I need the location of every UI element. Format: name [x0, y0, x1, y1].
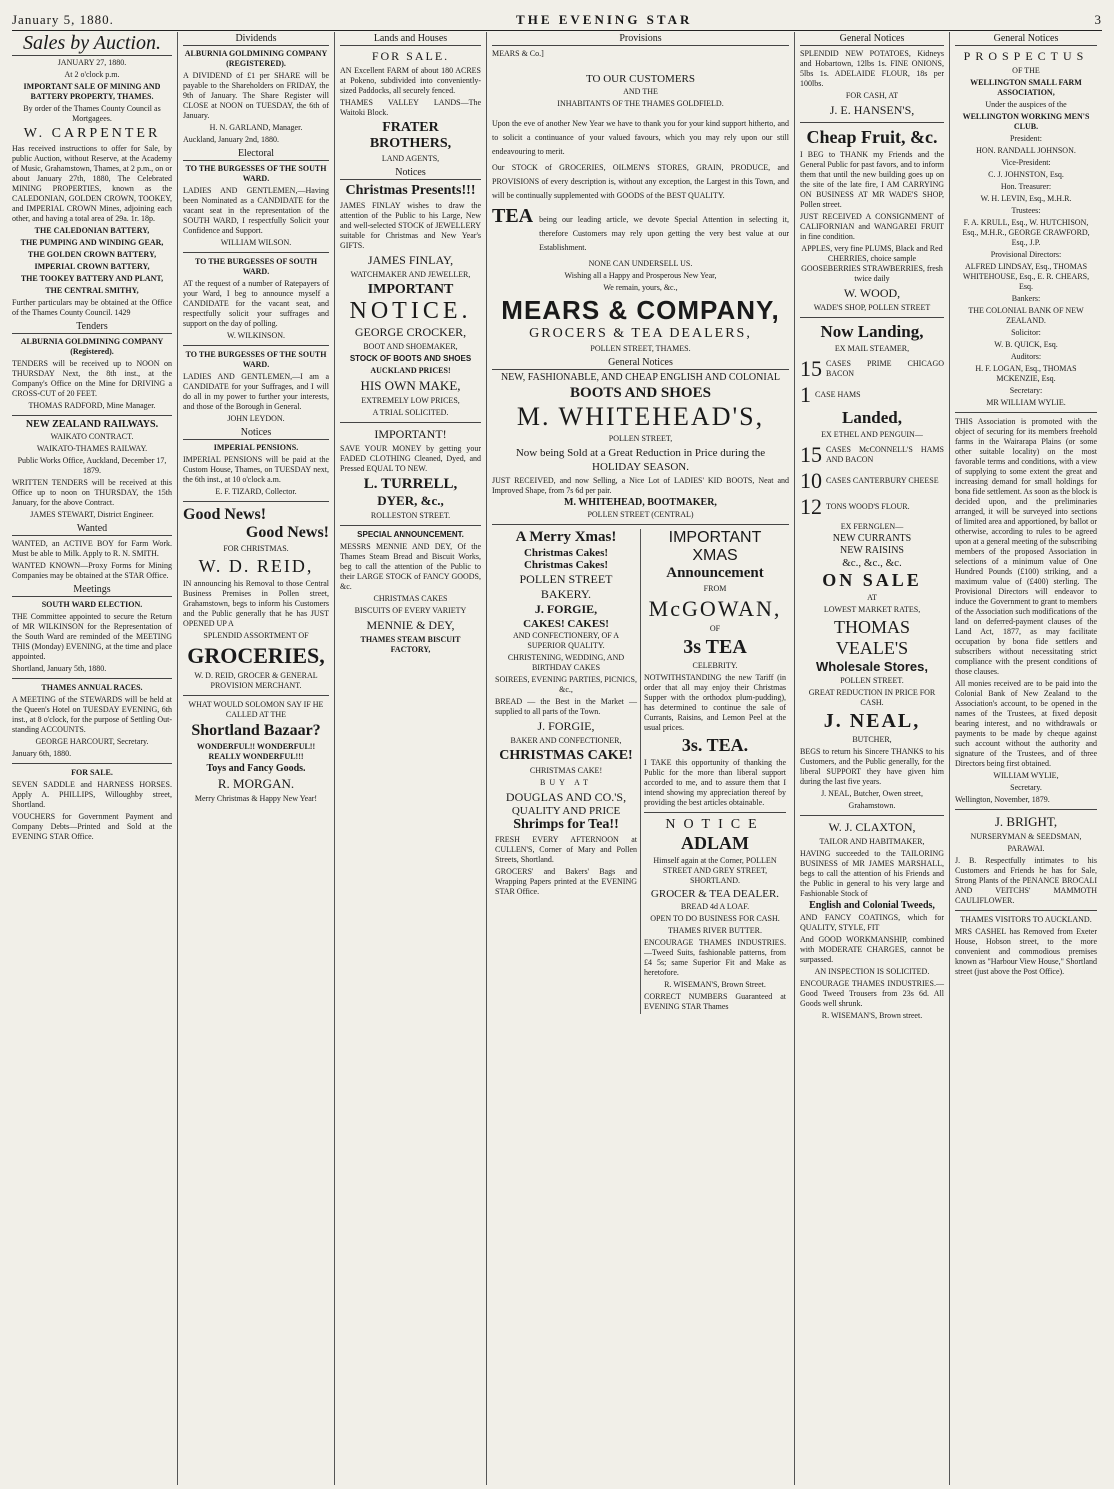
confectionery: AND CONFECTIONERY, OF A SUPERIOR QUALITY.	[512, 631, 620, 650]
own-make: HIS OWN MAKE,	[360, 378, 461, 393]
morgan-footer: Merry Christmas & Happy New Year!	[194, 794, 318, 803]
mcconnell-hams: CASES McCONNELL'S HAMS AND BACON	[826, 445, 944, 464]
mennie-body: MESSRS MENNIE AND DEY, Of the Thames Steam Bread and Biscuit Works, beg to call the attention of the Public to their LARGE STOCK of FANCY GOODS, &c.	[340, 542, 481, 591]
bright-body: J. B. Respectfully intimates to his Customers and Friends he has for Sale, Strong Plants of the PENANCE BROCALI AND VEITCHS' MAMMOTH CAULIFLOWER.	[955, 856, 1097, 905]
good-news-2: Good News!	[245, 524, 329, 541]
celebrity: CELEBRITY.	[692, 661, 738, 670]
electoral-title-1: TO THE BURGESSES OF THE SOUTH WARD.	[185, 164, 327, 183]
trustee-names: F. A. KRULL, Esq., W. HUTCHISON, Esq., M.H.R., GEORGE CRAWFORD, Esq., J.P.	[962, 218, 1090, 247]
parawai: PARAWAI.	[1007, 844, 1045, 853]
three-shilling-tea-2: 3s. TEA.	[681, 735, 749, 755]
electoral-body-1: LADIES AND GENTLEMEN,—Having been Nominated as a CANDIDATE for the vacant seat in the representation of the SOUTH WARD, I respectfully Solicit your Confidence and Support.	[183, 186, 329, 235]
chicago-bacon: CASES PRIME CHICAGO BACON	[826, 359, 944, 378]
qty-15b: 15	[800, 442, 822, 467]
correct-numbers: CORRECT NUMBERS Guaranteed at EVENING STAR Thames	[644, 992, 786, 1011]
grocer-tea-dealer: GROCER & TEA DEALER.	[650, 888, 780, 900]
thames-valley-lands: THAMES VALLEY LANDS—The Waitoki Block.	[340, 98, 481, 117]
directors-label: Provisional Directors:	[990, 250, 1062, 259]
fancy-coatings: AND FANCY COATINGS, which for QUALITY, STYLE, FIT	[800, 913, 944, 932]
pensions-body: IMPERIAL PENSIONS will be paid at the Custom House, Thames, on TUESDAY next, the 6th inst., at 10 o'clock a.m.	[183, 455, 329, 484]
battery-1: THE CALEDONIAN BATTERY,	[34, 226, 150, 235]
splendid-assortment: SPLENDID ASSORTMENT OF	[203, 631, 309, 640]
ethel-penguin: EX ETHEL AND PENGUIN—	[821, 430, 923, 439]
qty-12: 12	[800, 494, 822, 519]
notwithstanding: NOTWITHSTANDING the new Tariff (in order that all may enjoy their Christmas Supper with the orthodox plum-pudding), has determined to continue the sale of Currants, Raisins, and Lemon Peel at the usual prices.	[644, 673, 786, 732]
vouchers-ad: VOUCHERS for Government Payment and Company Debts—Printed and Sold at the EVENING STAR Office.	[12, 812, 172, 841]
meeting-body: THE Committee appointed to secure the Return of MR WILKINSON for the Representation of the South Ward are reminded of the MEETING THIS (Monday) EVENING, at the time and place appointed.	[12, 612, 172, 661]
tea-body: being our leading article, we devote Special Attention in selecting it, therefore Customers may rely upon getting the very best value at our Establishment.	[539, 215, 789, 252]
whitehead-name: M. WHITEHEAD'S,	[516, 402, 765, 431]
wood-name: W. WOOD,	[843, 286, 901, 300]
tweeds: English and Colonial Tweeds,	[809, 900, 935, 911]
claxton-body: HAVING succeeded to the TAILORING BUSINESS of MR JAMES MARSHALL, begs to call the attention of his Friends and the Public in general to his very large and Fashionable Stock of	[800, 849, 944, 898]
frater-land-agents: LAND AGENTS,	[381, 154, 440, 163]
whitehead-footer: M. WHITEHEAD, BOOTMAKER,	[564, 497, 717, 508]
sale-date: JANUARY 27, 1880.	[57, 58, 127, 67]
column-6	[949, 32, 1102, 1485]
buy-at: BUY AT	[540, 778, 592, 787]
written-tenders: WRITTEN TENDERS will be received at this Office up to noon on THURSDAY, the 15th January, for the above Contract.	[12, 478, 172, 507]
encourage-industries-2: ENCOURAGE THAMES INDUSTRIES.—Good Tweed Trousers from 23s 6d. All Goods well shrunk.	[800, 979, 944, 1008]
battery-5: THE TOOKEY BATTERY AND PLANT,	[20, 274, 164, 283]
mennie-name: MENNIE & DEY,	[366, 618, 455, 632]
subcolumn-right	[640, 529, 789, 1014]
prospectus: PROSPECTUS	[963, 49, 1089, 63]
electoral-body-3: LADIES AND GENTLEMEN,—I am a CANDIDATE for your Suffrages, and I will do all in my power to further your interests, and those of the Borough in General.	[183, 372, 329, 411]
races-signature: GEORGE HARCOURT, Secretary.	[35, 737, 149, 746]
cashel-body: MRS CASHEL has Removed from Exeter House, Hobson street, to the more convenient and commodious premises known as "Harbour View House," Shortland street (just above the Post Office).	[955, 927, 1097, 976]
finlay-body: JAMES FINLAY wishes to draw the attention of the Public to his Large, New and well-selected STOCK of JEWELLERY suitable for Christmas and New Year's GIFTS.	[340, 201, 481, 250]
mears-address: POLLEN STREET, THAMES.	[590, 344, 691, 353]
pollen-bakery: POLLEN STREET BAKERY.	[519, 572, 613, 601]
races-date: January 6th, 1880.	[12, 749, 72, 758]
christmas-cakes-1: Christmas Cakes!	[523, 547, 609, 559]
rolleston-street: ROLLESTON STREET.	[370, 511, 451, 520]
reid-body: IN announcing his Removal to those Central Business Premises in Pollen street, Grahamstown, begs to inform his Customers and the Public generally that he has JUST OPENED UP A	[183, 579, 329, 628]
pensions-title: IMPERIAL PENSIONS.	[213, 443, 299, 452]
frater-brothers: FRATER BROTHERS,	[369, 120, 452, 151]
christmas-cakes-2: Christmas Cakes!	[523, 559, 609, 571]
solicitor-label: Solicitor:	[1011, 328, 1041, 337]
open-for-cash: OPEN TO DO BUSINESS FOR CASH.	[650, 914, 780, 923]
new-raisins: NEW RAISINS	[840, 545, 904, 556]
provisions-heading: Provisions	[492, 32, 789, 46]
trial-solicited: A TRIAL SOLICITED.	[372, 408, 449, 417]
tenders-heading: Tenders	[12, 320, 172, 334]
bright-name: J. BRIGHT,	[994, 814, 1058, 829]
races-body: A MEETING of the STEWARDS will be held at the Queen's Hotel on TUESDAY EVENING, 6th inst., at 8 o'clock, for the purpose of Settling Out-standing ACCOUNTS.	[12, 695, 172, 734]
waikato-railway: WAIKATO-THAMES RAILWAY.	[36, 444, 148, 453]
mears-body-2: Our STOCK of GROCERIES, OILMEN'S STORES, GRAIN, PRODUCE, and PROVISIONS of every description is, without any exception, the Largest in this Town, and will be continually supplemented with GOODS of the BEST QUALITY.	[492, 163, 789, 200]
prospectus-body: THIS Association is promoted with the object of securing for its members freehold farms in the Wairarapa Plains (or some other suitable locality) on the most favorable terms and conditions, with a view of supplying to some extent the great and increasing demand for small holdings for bona fide settlement. As soon as the block is decided upon, and the preliminaries arranged, it will be surveyed into sections of limited area and apportioned, by ballot or otherwise, according to rules to be agreed upon at a general meeting of the subscribing members of the proposed Association in selections of a minimum value of One Hundred Pounds (£100) striking, and a maximum value of (£400) sterling. The Provisional Directors will endeavor to induce the Government to grant to members of the Association such modifications of the land on deferred-payment clauses of the Land Act, 1877, as may facilitate occupation by bona fide settlers and subscribers without necessitating strict compliance with the present conditions of those clauses.	[955, 417, 1097, 676]
treasurer-label: Hon. Treasurer:	[1000, 182, 1052, 191]
auditors-label: Auditors:	[1010, 352, 1042, 361]
mail-steamer: EX MAIL STEAMER,	[834, 344, 910, 353]
wiseman-address: R. WISEMAN'S, Brown Street.	[664, 980, 766, 989]
section-heading: Sales by Auction.	[12, 32, 172, 56]
neal-place: Grahamstown.	[848, 801, 896, 810]
battery-4: IMPERIAL CROWN BATTERY,	[34, 262, 150, 271]
for-sale-title: FOR SALE.	[71, 768, 113, 777]
forgie-name: J. FORGIE,	[534, 602, 598, 616]
solomon-line: WHAT WOULD SOLOMON SAY IF HE CALLED AT THE	[188, 700, 324, 719]
electoral-title-2: TO THE BURGESSES OF SOUTH WARD.	[194, 257, 318, 276]
landed: Landed,	[842, 408, 902, 427]
and-the: AND THE	[623, 87, 658, 96]
special-announcement: SPECIAL ANNOUNCEMENT.	[357, 530, 464, 539]
neal-name: J. NEAL,	[823, 710, 921, 732]
potatoes-ad: SPLENDID NEW POTATOES, Kidneys and Hobartown, 12lbs 1s. FINE ONIONS, 5lbs 1s. ADELAIDE FLOUR, 18s per 100lbs.	[800, 49, 944, 88]
general-notices-heading: General Notices	[955, 32, 1097, 46]
of-the: OF THE	[1012, 66, 1040, 75]
finlay-trade: WATCHMAKER AND JEWELLER,	[350, 270, 471, 279]
wylie-name: WILLIAM WYLIE,	[993, 771, 1059, 780]
bread-loaf: BREAD 4d A LOAF.	[680, 902, 750, 911]
three-shilling-tea: 3s TEA	[683, 636, 747, 658]
mears-body-1: Upon the eve of another New Year we have to thank you for your kind support hitherto, and to solicit a continuance of your valued favours, which you may rely upon our still endeavouring to merit.	[492, 119, 789, 156]
neal-body: BEGS to return his Sincere THANKS to his Customers, and the Public generally, for the liberal SUPPORT they have given him during the last five years.	[800, 747, 944, 786]
adlam-body: Himself again at the Corner, POLLEN STREET AND GREY STREET, SHORTLAND.	[653, 856, 777, 885]
great-reduction: GREAT REDUCTION IN PRICE FOR CASH.	[808, 688, 936, 707]
electoral-signature-1: WILLIAM WILSON.	[220, 238, 292, 247]
canterbury-cheese: CASES CANTERBURY CHEESE	[826, 476, 939, 485]
hansen-name: J. E. HANSEN'S,	[829, 103, 915, 117]
great-reduction: Now being Sold at a Great Reduction in Price during the HOLIDAY SEASON.	[515, 447, 766, 473]
electoral-signature-2: W. WILKINSON.	[227, 331, 285, 340]
trustees-label: Trustees:	[1011, 206, 1041, 215]
further-particulars: Further particulars may be obtained at the Office of the Thames County Council. 1429	[12, 298, 172, 317]
general-notices-heading: General Notices	[800, 32, 944, 46]
president-name: HON. RANDALL JOHNSON.	[976, 146, 1076, 155]
auckland-prices: AUCKLAND PRICES!	[370, 366, 451, 375]
battery-2: THE PUMPING AND WINDING GEAR,	[20, 238, 164, 247]
cheap-fruit: Cheap Fruit, &c.	[806, 127, 938, 147]
subcolumn-left	[492, 529, 640, 1014]
biscuits: BISCUITS OF EVERY VARIETY	[354, 606, 467, 615]
working-mens-club: WELLINGTON WORKING MEN'S CLUB.	[962, 112, 1090, 131]
sale-time: At 2 o'clock p.m.	[64, 70, 120, 79]
general-notices-heading: General Notices	[492, 356, 789, 370]
shrimps-body: FRESH EVERY AFTERNOON at CULLEN'S, Corner of Mary and Pollen Streets, Shortland.	[495, 835, 637, 864]
now-landing: Now Landing,	[820, 322, 924, 341]
wonderful-line: WONDERFUL!! WONDERFUL!! REALLY WONDERFUL!!!	[196, 742, 316, 761]
beg-to-thank: I BEG to THANK my Friends and the General Public for past favors, and to inform them that until the new building goes up on the site of the late fire, I AM CARRYING ON BUSINESS AT MR WADE'S SHOP, Pollen street.	[800, 150, 944, 209]
railways-title: NEW ZEALAND RAILWAYS.	[25, 419, 159, 430]
boots-stock: STOCK OF BOOTS AND SHOES	[349, 354, 472, 363]
ex-fernglen: EX FERNGLEN—	[840, 522, 904, 531]
christmas-cakes: CHRISTMAS CAKES	[373, 594, 448, 603]
notices-heading: Notices	[183, 426, 329, 440]
take-opportunity: I TAKE this opportunity of thanking the Public for the more than liberal support accorded to me, and to assure them that I intend showing my appreciation thereof by providing the best articles obtainable.	[644, 758, 786, 807]
wanted-1: WANTED, an ACTIVE BOY for Farm Work. Must be able to Milk. Apply to R. N. SMITH.	[12, 539, 172, 558]
sale-body: Has received instructions to offer for Sale, by public Auction, without Reserve, at the Academy of Music, Grahamstown, Thames, at 2 p.m., on or about January 27th, 1880, The Celebrated MINING PROPERTIES, known as the CALEDONIAN, GOLDEN CROWN, TOOKEY, and IMPERIAL CROWN Mines, adjoining each other, and having a total area of 29a. 1r. 18p.	[12, 144, 172, 223]
whitehead-address: POLLEN STREET (CENTRAL)	[587, 510, 694, 519]
woods-flour: TONS WOOD'S FLOUR.	[826, 502, 910, 511]
masthead	[12, 10, 1102, 31]
boots-headline: NEW, FASHIONABLE, AND CHEAP ENGLISH AND COLONIAL	[500, 372, 781, 383]
dividends-heading: Dividends	[183, 32, 329, 46]
encourage-industries: ENCOURAGE THAMES INDUSTRIES.—Tweed Suits, fashionable patterns, from £4 5s; same Superior Fit and Make as heretofore.	[644, 938, 786, 977]
low-prices: EXTREMELY LOW PRICES,	[361, 396, 460, 405]
just-received: JUST RECEIVED, and now Selling, a Nice Lot of LADIES' KID BOOTS, Neat and Improved Shape, from 7s 6d per pair.	[492, 476, 789, 495]
issue-date: January 5, 1880.	[12, 12, 114, 27]
qty-1: 1	[800, 382, 811, 407]
wade-shop: WADE'S SHOP, POLLEN STREET	[813, 303, 931, 312]
column-1	[12, 32, 177, 1485]
toys-line: Toys and Fancy Goods.	[206, 763, 306, 774]
lands-heading: Lands and Houses	[340, 32, 481, 46]
of-label: OF	[709, 624, 721, 633]
electoral-body-2: AT the request of a number of Ratepayers of your Ward, I beg to announce myself a CANDIDATE for the vacant seat, and respectfully solicit your suffrages and support on the day of polling.	[183, 279, 329, 328]
hams-row	[800, 382, 944, 408]
remain-line: We remain, yours, &c.,	[603, 283, 678, 292]
mcconnell-row	[800, 442, 944, 468]
veale-street: POLLEN STREET.	[840, 676, 904, 685]
bankers-label: Bankers:	[1011, 294, 1041, 303]
mennie-factory: THAMES STEAM BISCUIT FACTORY,	[360, 635, 461, 654]
bazaar-title: Shortland Bazaar?	[191, 722, 321, 739]
customers-title: TO OUR CUSTOMERS	[585, 73, 695, 85]
secretary-name: MR WILLIAM WYLIE.	[986, 398, 1066, 407]
nurseryman: NURSERYMAN & SEEDSMAN,	[970, 832, 1082, 841]
for-christmas: FOR CHRISTMAS.	[223, 544, 289, 553]
crocker-trade: BOOT AND SHOEMAKER,	[363, 342, 458, 351]
bacon-row	[800, 356, 944, 382]
forgie-name-2: J. FORGIE,	[537, 719, 595, 733]
just-received-fruit: JUST RECEIVED A CONSIGNMENT of CALIFORNIAN and WANGAREI FRUIT in fine condition.	[800, 212, 944, 241]
tea-line	[492, 205, 789, 257]
mcgowan-name: McGOWAN,	[648, 596, 782, 621]
reid-name: W. D. REID,	[198, 556, 314, 576]
good-news-1: Good News!	[183, 506, 267, 523]
bank-name: THE COLONIAL BANK OF NEW ZEALAND.	[968, 306, 1084, 325]
claxton-name: W. J. CLAXTON,	[828, 820, 916, 834]
newspaper-title: THE EVENING STAR	[516, 12, 693, 27]
wholesale-stores: Wholesale Stores,	[816, 659, 928, 674]
flour-row	[800, 494, 944, 520]
tender-signature: THOMAS RADFORD, Mine Manager.	[28, 401, 156, 410]
dividend-body: A DIVIDEND of £1 per SHARE will be payable to the Shareholders on FRIDAY, the 9th of January. The Share Register will CLOSE at NOON on TUESDAY, the 6th of January.	[183, 71, 329, 120]
electoral-heading: Electoral	[183, 147, 329, 161]
vice-label: Vice-President:	[1001, 158, 1051, 167]
cheese-row	[800, 468, 944, 494]
column-4	[486, 32, 794, 1485]
quality-price: QUALITY AND PRICE	[511, 805, 621, 817]
morgan-name: R. MORGAN.	[217, 776, 295, 791]
shrimps-title: Shrimps for Tea!!	[513, 817, 619, 832]
cakes-cakes: CAKES! CAKES!	[523, 618, 609, 630]
meeting-date: Shortland, January 5th, 1880.	[12, 664, 107, 673]
important-xmas: IMPORTANT XMAS	[668, 529, 762, 564]
turrell-name: L. TURRELL,	[363, 476, 458, 492]
waikato-contract: WAIKATO CONTRACT.	[50, 432, 134, 441]
public-works-office: Public Works Office, Auckland, December 17, 1879.	[17, 456, 167, 475]
etc: &c., &c., &c.	[842, 557, 902, 569]
dividend-date: Auckland, January 2nd, 1880.	[183, 135, 279, 144]
director-names: ALFRED LINDSAY, Esq., THOMAS WHITEHOUSE, Esq., E. R. CHEARS, Esq.	[962, 262, 1090, 291]
case-hams: CASE HAMS	[815, 390, 861, 399]
tailor-trade: TAILOR AND HABITMAKER,	[819, 837, 925, 846]
dividend-company: ALBURNIA GOLDMINING COMPANY (REGISTERED).	[184, 49, 328, 68]
inhabitants: INHABITANTS OF THE THAMES GOLDFIELD.	[557, 99, 724, 108]
new-currants: NEW CURRANTS	[832, 533, 912, 544]
workmanship: And GOOD WORKMANSHIP, combined with MODERATE CHARGES, cannot be surpassed.	[800, 935, 944, 964]
qty-10: 10	[800, 468, 822, 493]
sale-by: By order of the Thames County Council as Mortgagees.	[23, 104, 161, 123]
pensions-signature: E. F. TIZARD, Collector.	[215, 487, 297, 496]
wanted-2: WANTED KNOWN—Proxy Forms for Mining Companies may be obtained at the STAR Office.	[12, 561, 172, 580]
auctioneer-name: W. CARPENTER	[23, 126, 161, 141]
small-farm-association: WELLINGTON SMALL FARM ASSOCIATION,	[970, 78, 1082, 97]
grocers-bags: GROCERS' and Bakers' Bags and Wrapping Papers printed at the EVENING STAR Office.	[495, 867, 637, 896]
mears-company: MEARS & COMPANY,	[501, 295, 780, 325]
visitors-title: THAMES VISITORS TO AUCKLAND.	[960, 915, 1092, 924]
christmas-presents: Christmas Presents!!!	[345, 183, 476, 198]
for-cash: FOR CASH, AT	[845, 91, 899, 100]
christmas-cake-title: CHRISTMAS CAKE!	[499, 748, 633, 763]
lowest-rates: LOWEST MARKET RATES,	[823, 605, 921, 614]
meetings-heading: Meetings	[12, 583, 172, 597]
finlay-name: JAMES FINLAY,	[367, 253, 454, 267]
turrell-body: SAVE YOUR MONEY by getting your FADED CLOTHING Cleaned, Dyed, and Pressed EQUAL TO NEW.	[340, 444, 481, 473]
treasurer-name: W. H. LEVIN, Esq., M.H.R.	[980, 194, 1072, 203]
auditor-names: H. F. LOGAN, Esq., THOMAS MCKENZIE, Esq.	[975, 364, 1077, 383]
secretary-label: Secretary:	[1009, 386, 1043, 395]
subcolumns	[492, 529, 789, 1014]
merry-xmas: A Merry Xmas!	[515, 529, 617, 545]
farm-ad: AN Excellent FARM of about 180 ACRES at Pokeno, subdivided into conveniently-sized Paddocks, all securely fenced.	[340, 66, 481, 95]
river-butter: THAMES RIVER BUTTER.	[668, 926, 762, 935]
reid-footer: W. D. REID, GROCER & GENERAL PROVISION MERCHANT.	[194, 671, 318, 690]
wanted-heading: Wanted	[12, 522, 172, 536]
meeting-title: SOUTH WARD ELECTION.	[41, 600, 143, 609]
sale-title: IMPORTANT SALE OF MINING AND BATTERY PROPERTY, THAMES.	[23, 82, 161, 101]
for-sale-body: SEVEN SADDLE and HARNESS HORSES. Apply A. PHILLIPS, Willoughby street, Shortland.	[12, 780, 172, 809]
none-undersell: NONE CAN UNDERSELL US.	[588, 259, 693, 268]
crocker-name: GEORGE CROCKER,	[354, 325, 467, 339]
wylie-date: Wellington, November, 1879.	[955, 795, 1050, 804]
tender-body: TENDERS will be received up to NOON on THURSDAY Next, the 8th inst., at the Company's Office on the Mine for DRIVING a CROSS-CUT of 20 FEET.	[12, 359, 172, 398]
baker-confectioner: BAKER AND CONFECTIONER,	[510, 736, 622, 745]
christmas-cake-sub: CHRISTMAS CAKE!	[529, 766, 603, 775]
qty-15: 15	[800, 356, 822, 381]
notices-heading: Notices	[340, 166, 481, 180]
douglas-name: DOUGLAS AND CO.'S,	[505, 790, 627, 804]
announcement: Announcement	[666, 565, 764, 581]
notice-title: NOTICE.	[349, 298, 472, 324]
veale-name: THOMAS VEALE'S	[833, 617, 910, 658]
vice-name: C. J. JOHNSTON, Esq.	[988, 170, 1064, 179]
battery-3: THE GOLDEN CROWN BATTERY,	[27, 250, 157, 259]
under-auspices: Under the auspices of the	[985, 100, 1067, 109]
president-label: President:	[1010, 134, 1042, 143]
inspection-solicited: AN INSPECTION IS SOLICITED.	[814, 967, 930, 976]
neal-signature: J. NEAL, Butcher, Owen street,	[821, 789, 923, 798]
dividend-signature: H. N. GARLAND, Manager.	[209, 123, 303, 132]
tender-company: ALBURNIA GOLDMINING COMPANY (Registered).	[20, 337, 164, 356]
prospectus-body-2: All monies received are to be paid into the Colonial Bank of New Zealand to the Association's account, to be opened in the names of the Trustees, at fixed deposit bearing interest, and no withdrawals or payments to be made by cheque against such account without the authority and signature of the Trustees, and of three Directors being first obtained.	[955, 679, 1097, 768]
on-sale: ON SALE	[822, 570, 922, 590]
adlam-name: ADLAM	[681, 833, 749, 853]
wishing-line: Wishing all a Happy and Prosperous New Year,	[564, 271, 717, 280]
mears-co-tag: MEARS & Co.]	[492, 49, 544, 58]
tea-word: TEA	[492, 205, 534, 227]
page-number: 3	[1094, 12, 1102, 27]
battery-6: THE CENTRAL SMITHY,	[45, 286, 139, 295]
butcher-label: BUTCHER,	[852, 735, 892, 744]
important-title: IMPORTANT	[367, 282, 454, 297]
at-label: AT	[867, 593, 877, 602]
column-3	[334, 32, 486, 1485]
electoral-title-3: TO THE BURGESSES OF THE SOUTH WARD.	[185, 350, 327, 369]
engineer-signature: JAMES STEWART, District Engineer.	[30, 510, 154, 519]
electoral-signature-3: JOHN LEYDON.	[227, 414, 285, 423]
soirees: SOIREES, EVENING PARTIES, PICNICS, &c.,	[495, 675, 637, 694]
wiseman-address-2: R. WISEMAN'S, Brown street.	[821, 1011, 923, 1020]
turrell-trade: DYER, &c.,	[377, 493, 444, 508]
fruit-list: APPLES, very fine PLUMS, Black and Red CHERRIES, choice sample GOOSEBERRIES STRAWBERRIES, fresh twice daily	[801, 244, 943, 283]
races-title: THAMES ANNUAL RACES.	[41, 683, 143, 692]
whitehead-street: POLLEN STREET,	[608, 434, 673, 443]
wylie-title: Secretary.	[1010, 783, 1042, 792]
groceries-title: GROCERIES,	[187, 643, 325, 668]
column-5	[794, 32, 949, 1485]
from-label: FROM	[703, 584, 727, 593]
for-sale-title: FOR SALE.	[371, 49, 450, 63]
bread-line: BREAD — the Best in the Market — supplied to all parts of the Town.	[495, 697, 637, 716]
column-2	[177, 32, 334, 1485]
boots-shoes: BOOTS AND SHOES	[570, 385, 711, 401]
notice-spaced: NOTICE	[665, 817, 765, 832]
grocers-tea-dealers: GROCERS & TEA DEALERS,	[529, 326, 752, 341]
important-2: IMPORTANT!	[374, 427, 447, 441]
wedding-cakes: CHRISTENING, WEDDING, AND BIRTHDAY CAKES	[507, 653, 625, 672]
solicitor-name: W. B. QUICK, Esq.	[994, 340, 1058, 349]
